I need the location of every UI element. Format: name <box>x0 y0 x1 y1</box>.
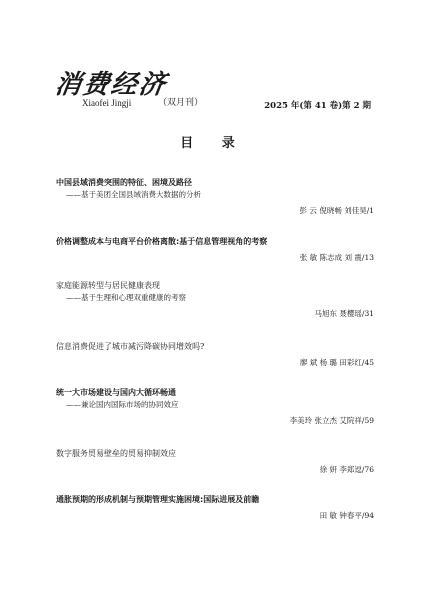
toc-entry-7[interactable] <box>56 494 374 522</box>
entry-subtitle: ——基于美团全国县域消费大数据的分析 <box>66 190 201 199</box>
journal-logo: 消费经济 <box>52 70 170 100</box>
entry-title[interactable]: 家庭能源转型与居民健康表现 <box>56 281 160 290</box>
entry-title[interactable]: 中国县域消费突围的特征、困境及路径 <box>56 178 192 187</box>
entry-authors-page: 徐 妍 李郑逗/76 <box>319 465 374 474</box>
publication-frequency: （双月刊） <box>158 98 204 108</box>
toc-entry-2[interactable] <box>56 236 374 264</box>
toc-entry-4[interactable] <box>56 341 374 369</box>
toc-entry-6[interactable] <box>56 448 374 476</box>
entry-subtitle: ——基于生理和心理双重健康的考察 <box>66 293 186 302</box>
entry-authors-page: 李美玲 张立杰 艾院祥/59 <box>289 416 374 425</box>
journal-pinyin: Xiaofei Jingji <box>82 98 132 108</box>
issue-info: 2025 年(第 41 卷)第 2 期 <box>264 101 371 111</box>
entry-subtitle: ——兼论国内国际市场的协同效应 <box>66 400 179 409</box>
entry-title[interactable]: 信息消费促进了城市减污降碳协同增效吗? <box>56 342 205 351</box>
entry-title[interactable]: 通胀预期的形成机制与预期管理实施困境:国际进展及前瞻 <box>56 495 260 504</box>
toc-title: 目 录 <box>180 136 247 151</box>
entry-authors-page: 廖 斌 杨 璐 田彩红/45 <box>299 358 374 367</box>
entry-title[interactable]: 价格调整成本与电商平台价格离散:基于信息管理视角的考察 <box>56 237 268 246</box>
toc-entry-5[interactable] <box>56 387 374 427</box>
toc-entry-3[interactable] <box>56 280 374 320</box>
entry-title[interactable]: 数字服务贸易壁垒的贸易抑制效应 <box>56 449 176 458</box>
entry-authors-page: 彭 云 倪晓畅 刘佳昊/1 <box>299 206 374 215</box>
entry-authors-page: 张 敏 陈志成 刘 震/13 <box>299 253 374 262</box>
entry-title[interactable]: 统一大市场建设与国内大循环畅通 <box>56 388 176 397</box>
entry-authors-page: 田 敏 钟春平/94 <box>319 511 374 520</box>
toc-entry-1[interactable] <box>56 177 374 217</box>
entry-authors-page: 马旭东 聂樱瑶/31 <box>314 309 374 318</box>
